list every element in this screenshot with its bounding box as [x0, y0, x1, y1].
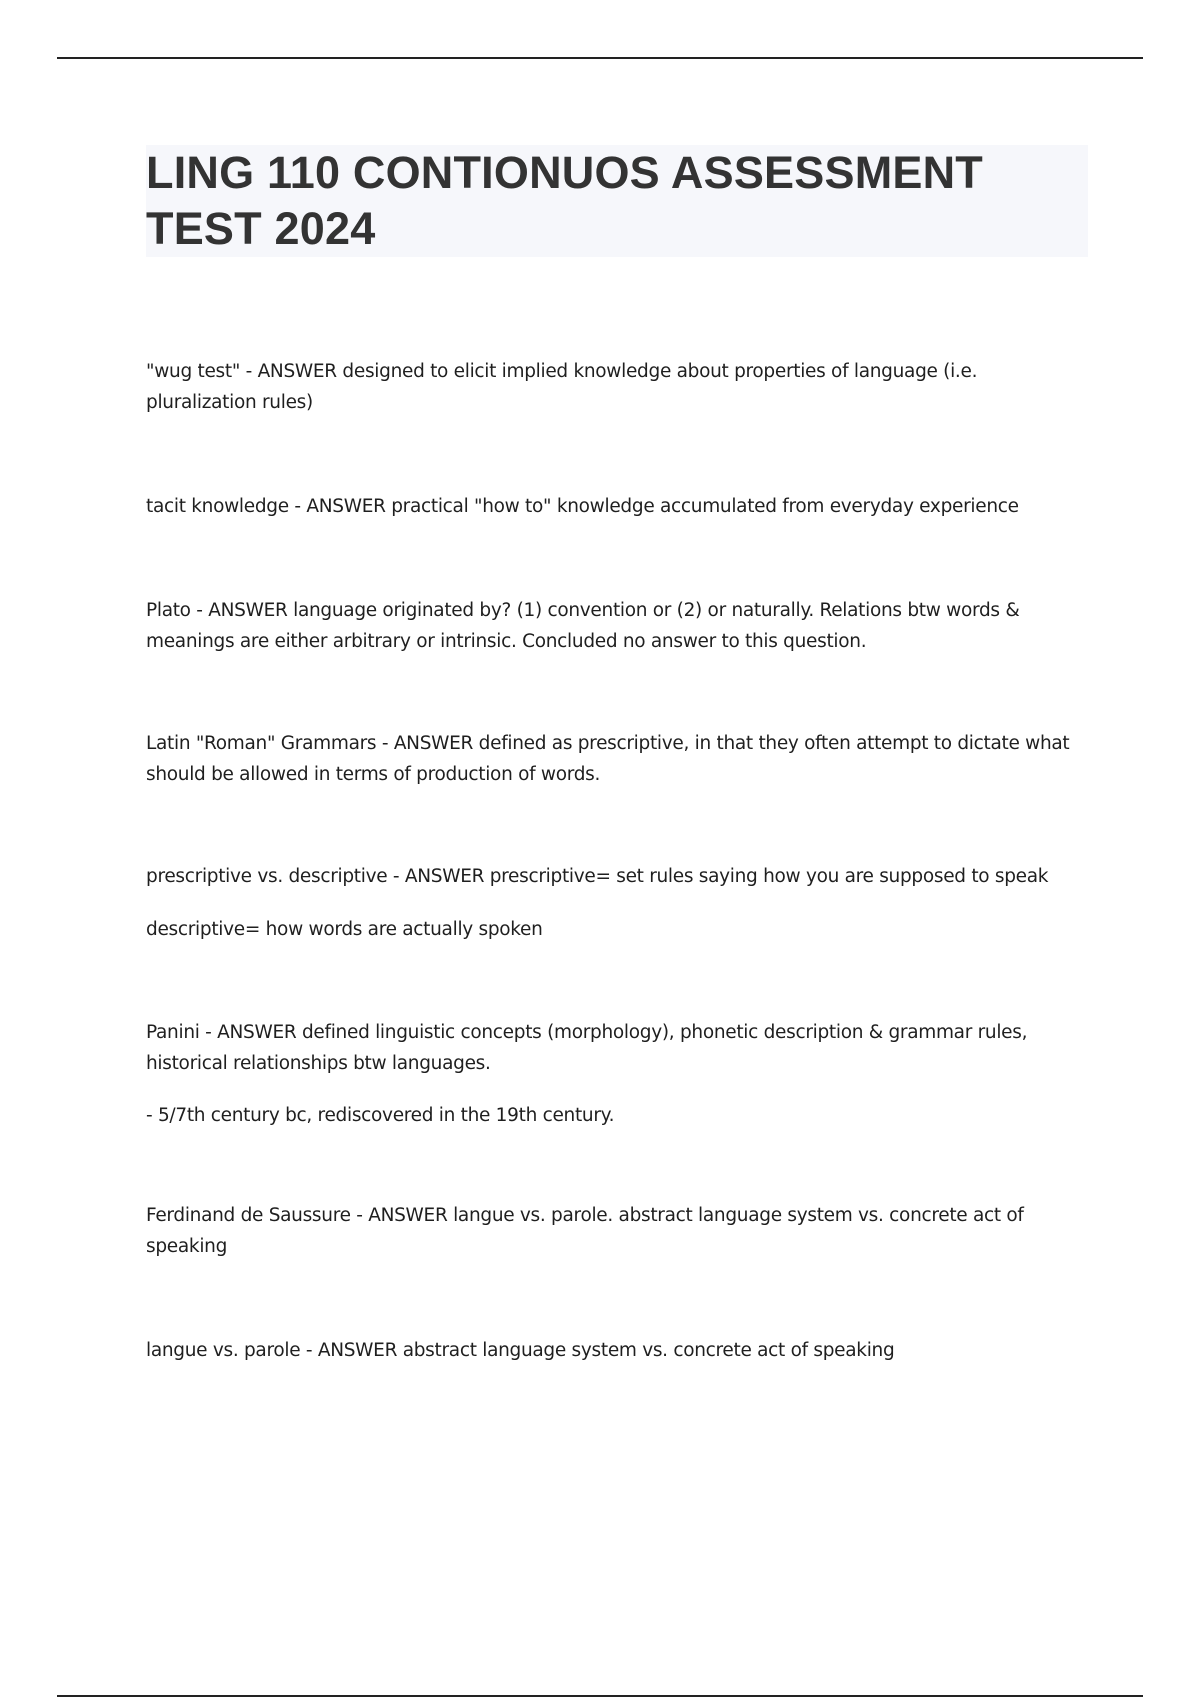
entry-term: Plato [146, 600, 191, 621]
answer-separator: - ANSWER [240, 361, 343, 382]
entry-answer: prescriptive= set rules saying how you are supposed to speak [489, 866, 1049, 887]
entry-wug-test [146, 356, 1086, 418]
bottom-rule [57, 1695, 1143, 1697]
entry-answer: language originated by? (1) convention or (2) or naturally. Relations btw words & meanings are either arbitrary or intrinsic. Concluded no answer to this question. [146, 600, 1020, 652]
answer-separator: - ANSWER [387, 866, 490, 887]
entry-plato [146, 595, 1086, 657]
entry-tacit-knowledge [146, 491, 1086, 522]
entry-term: Ferdinand de Saussure [146, 1205, 351, 1226]
title-block [146, 145, 1088, 257]
entry-latin-roman-grammars [146, 728, 1086, 790]
entry-prescriptive-continuation: descriptive= how words are actually spoken [146, 919, 543, 940]
entry-answer: abstract language system vs. concrete act of speaking [402, 1340, 895, 1361]
entry-langue-vs-parole [146, 1335, 1086, 1366]
answer-separator: - ANSWER [288, 496, 392, 517]
answer-separator: - ANSWER [350, 1205, 454, 1226]
entry-term: Panini [146, 1022, 200, 1043]
answer-separator: - ANSWER [376, 733, 479, 754]
entry-term: "wug test" [146, 361, 241, 382]
entry-term: tacit knowledge [146, 496, 289, 517]
entry-answer: practical "how to" knowledge accumulated from everyday experience [391, 496, 1019, 517]
entry-panini-continuation: - 5/7th century bc, rediscovered in the 19th century. [146, 1105, 615, 1126]
entry-panini [146, 1017, 1086, 1079]
answer-separator: - ANSWER [199, 1022, 302, 1043]
page-title: LING 110 CONTIONUOS ASSESSMENT TEST 2024 [146, 147, 983, 254]
entry-prescriptive-vs-descriptive [146, 861, 1086, 892]
entry-term: Latin "Roman" Grammars [146, 733, 377, 754]
entry-answer: designed to elicit implied knowledge about properties of language (i.e. pluralization rules) [146, 361, 978, 413]
entry-term: prescriptive vs. descriptive [146, 866, 388, 887]
top-rule [57, 57, 1143, 59]
entry-term: langue vs. parole [146, 1340, 301, 1361]
answer-separator: - ANSWER [300, 1340, 403, 1361]
entry-answer: defined linguistic concepts (morphology), phonetic description & grammar rules, historical relationships btw languages. [146, 1022, 1028, 1074]
entry-ferdinand-de-saussure [146, 1200, 1086, 1262]
entry-answer: langue vs. parole. abstract language system vs. concrete act of speaking [146, 1205, 1024, 1257]
entry-answer: defined as prescriptive, in that they often attempt to dictate what should be allowed in terms of production of words. [146, 733, 1070, 785]
answer-separator: - ANSWER [190, 600, 294, 621]
